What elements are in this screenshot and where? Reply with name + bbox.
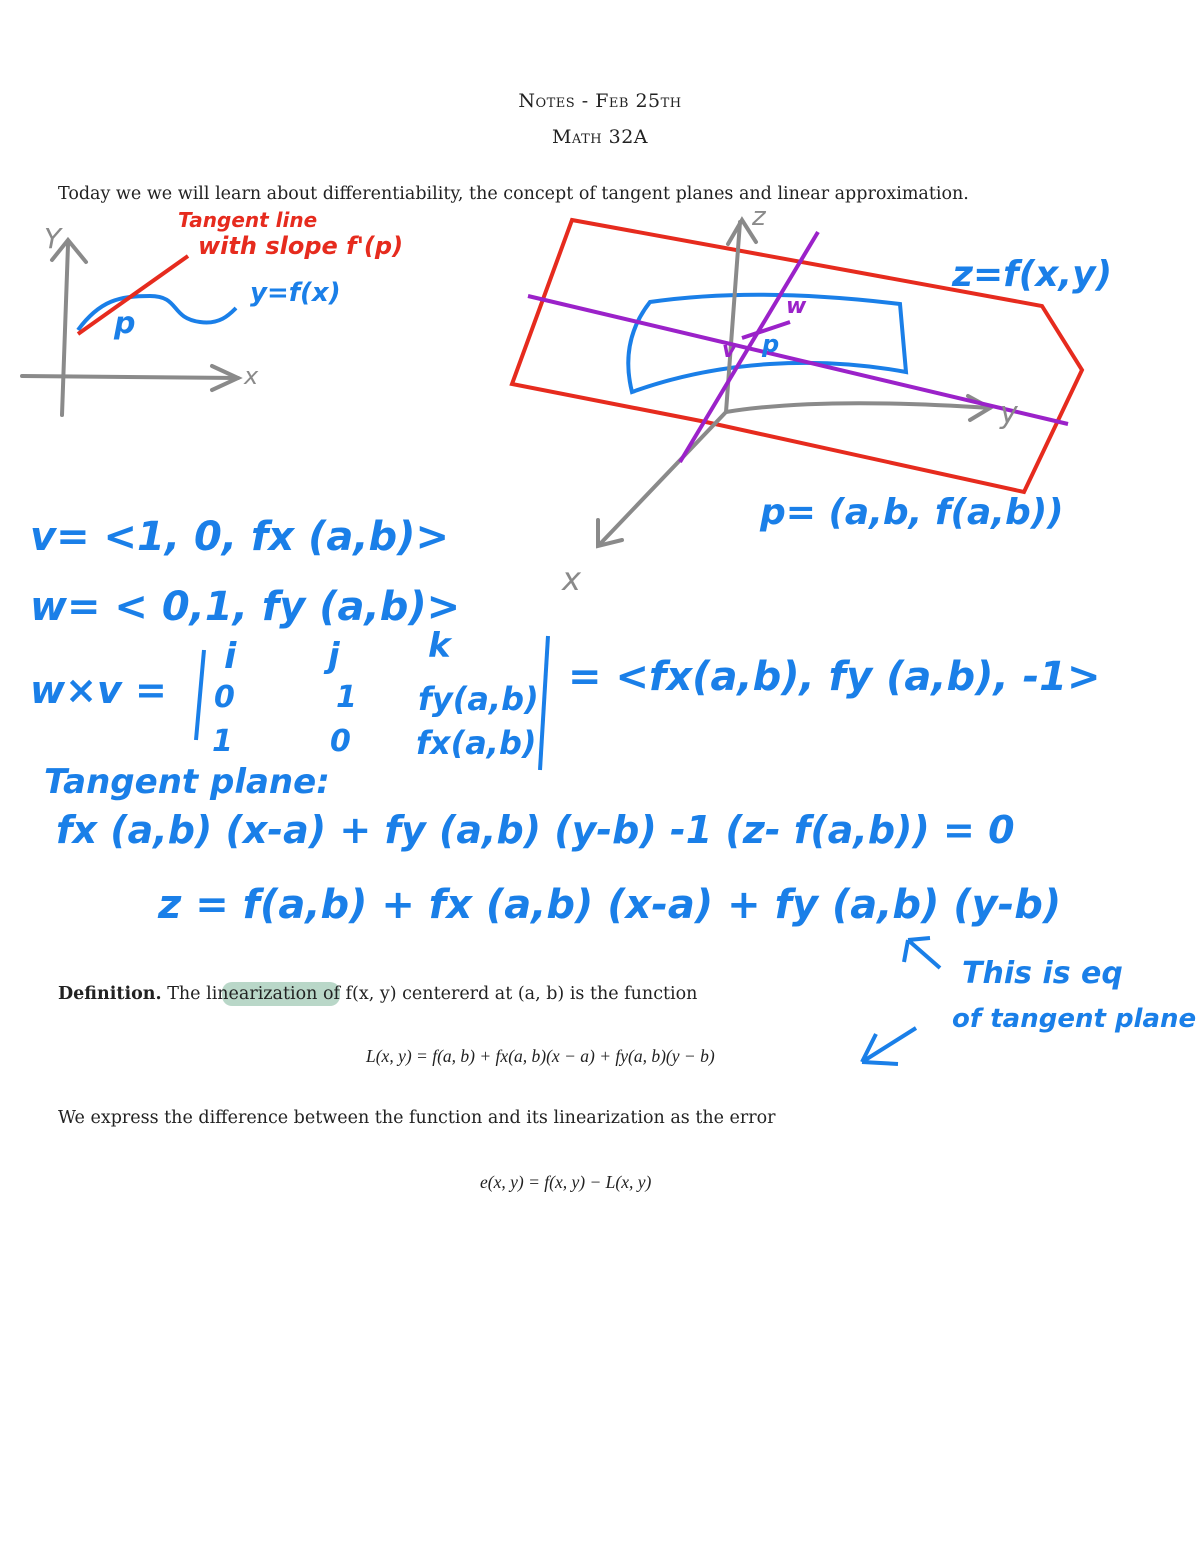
error-text: We express the difference between the function and its linearization as the error bbox=[58, 1108, 776, 1128]
vector-w-definition: w= < 0,1, fy (a,b)> bbox=[30, 584, 461, 630]
cross-product-lhs: w×v = bbox=[30, 668, 167, 712]
tangent-plane-equation: fx (a,b) (x-a) + fy (a,b) (y-b) -1 (z- f(a,b)) = 0 bbox=[56, 808, 1015, 852]
determinant-bar-left bbox=[196, 650, 204, 740]
vector-v-label: v bbox=[722, 338, 737, 363]
matrix-row3-col1: 1 bbox=[212, 724, 233, 759]
cross-product-result: = <fx(a,b), fy (a,b), -1> bbox=[568, 654, 1101, 700]
surface-label: z=f(x,y) bbox=[952, 254, 1113, 295]
course-name: Math 32A bbox=[551, 126, 649, 148]
axis-z-3d-label: z bbox=[752, 202, 766, 232]
definition-text-after: of f(x, y) centererd at (a, b) is the function bbox=[322, 984, 698, 1004]
curve-2d bbox=[78, 296, 236, 330]
intro-text: Today we we will learn about differentiability, the concept of tangent planes and linear approximation. bbox=[58, 184, 969, 204]
definition-label: Definition. bbox=[58, 984, 162, 1004]
page-title: Notes - Feb 25th bbox=[518, 90, 682, 112]
tangent-plane-explicit: z = f(a,b) + fx (a,b) (x-a) + fy (a,b) (y-b) bbox=[158, 882, 1062, 928]
matrix-row2-col2: 1 bbox=[336, 680, 357, 715]
matrix-i: i bbox=[224, 636, 237, 677]
matrix-j: j bbox=[328, 636, 340, 676]
axis-y-2d-label: Y bbox=[44, 222, 62, 255]
tangent-label-line1: Tangent line bbox=[178, 208, 318, 232]
vector-w-label: w bbox=[786, 294, 807, 319]
arrow-down-icon bbox=[862, 1028, 916, 1064]
annotation-line1: This is eq bbox=[962, 956, 1123, 991]
matrix-row3-col2: 0 bbox=[330, 724, 351, 759]
linearization-formula: L(x, y) = f(a, b) + fx(a, b)(x − a) + fy(a, b)(y − b) bbox=[366, 1046, 715, 1066]
curve-2d-label: y=f(x) bbox=[250, 278, 341, 308]
definition-term: linearization bbox=[206, 984, 318, 1004]
matrix-row3-col3: fx(a,b) bbox=[416, 724, 537, 762]
definition-paragraph bbox=[58, 984, 697, 1004]
error-formula: e(x, y) = f(x, y) − L(x, y) bbox=[480, 1172, 652, 1192]
tangent-plane-heading: Tangent plane: bbox=[44, 762, 330, 802]
determinant-bar-right bbox=[540, 636, 548, 770]
definition-text-before: The bbox=[167, 984, 201, 1004]
tangent-label-line2: with slope f'(p) bbox=[198, 232, 404, 260]
matrix-k: k bbox=[428, 626, 451, 666]
arrow-up-icon bbox=[904, 938, 940, 968]
matrix-row2-col3: fy(a,b) bbox=[418, 680, 539, 718]
matrix-row2-col1: 0 bbox=[214, 680, 235, 715]
axis-y-3d-label: y bbox=[1000, 396, 1018, 431]
vector-v-definition: v= <1, 0, fx (a,b)> bbox=[30, 514, 449, 560]
tangent-line-v bbox=[680, 232, 818, 462]
point-definition: p= (a,b, f(a,b)) bbox=[760, 492, 1064, 533]
axis-x-2d-label: x bbox=[244, 362, 259, 390]
annotation-line2: of tangent plane bbox=[952, 1004, 1197, 1034]
axis-x-3d-label: x bbox=[562, 560, 581, 598]
point-p-3d-label: p bbox=[762, 330, 780, 358]
point-p-2d-label: p bbox=[114, 306, 136, 341]
